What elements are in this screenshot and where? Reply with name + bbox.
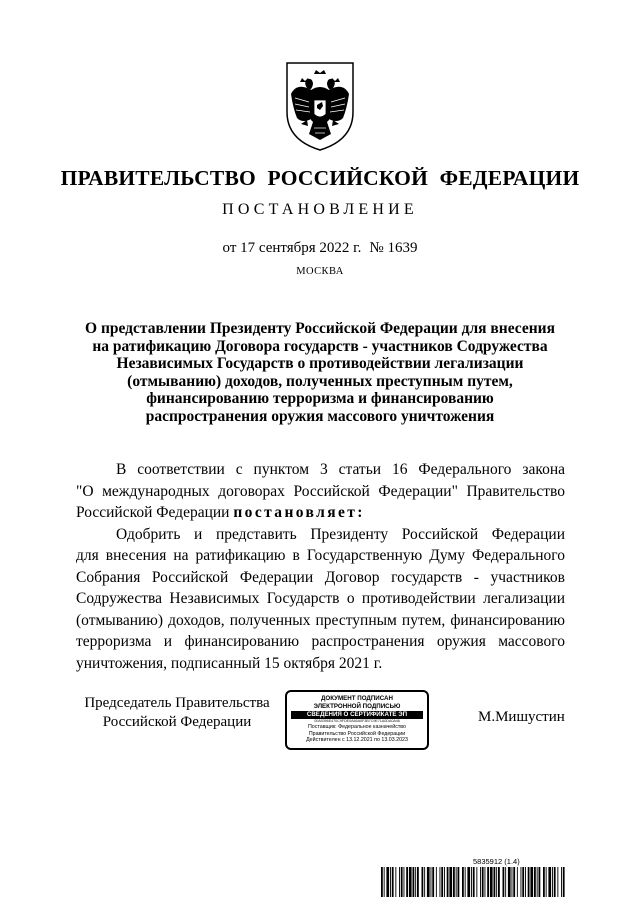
stamp-validity: Действителен с 13.12.2021 по 13.03.2023 (306, 737, 408, 743)
coat-of-arms-emblem (283, 60, 357, 152)
document-body (76, 459, 565, 674)
document-title (80, 320, 560, 426)
title-line: (отмыванию) доходов, полученных преступным путем, (127, 372, 513, 390)
signatory-position (77, 694, 277, 732)
document-type: ПОСТАНОВЛЕНИЕ (222, 201, 418, 218)
electronic-signature-stamp (285, 690, 429, 750)
stamp-serial: 00A5396E470C9FDE0A46A0F3B7C9E71A0DA0A46 (314, 719, 400, 723)
issuing-authority: ПРАВИТЕЛЬСТВО РОССИЙСКОЙ ФЕДЕРАЦИИ (60, 166, 580, 190)
title-line: О представлении Президенту Российской Федерации для внесения (85, 320, 555, 337)
stamp-owner: Правительство Российской Федерации (308, 730, 406, 737)
stamp-line: ЭЛЕКТРОННОЙ ПОДПИСЬЮ (313, 702, 401, 710)
stamp-certificate-header: СВЕДЕНИЯ О СЕРТИФИКАТЕ ЭП (291, 711, 423, 719)
title-line: на ратификацию Договора государств - участников Содружества (92, 337, 548, 355)
barcode-label: 5835912 (1.4) (473, 857, 520, 866)
position-line: Председатель Правительства (84, 695, 270, 711)
issue-city: МОСКВА (296, 266, 344, 277)
body-line: для внесения на ратификацию в Государственную Думу Федерального (76, 547, 565, 564)
title-line: Независимых Государств о противодействии легализации (116, 355, 524, 373)
resolution-verb: постановляет: (233, 504, 365, 521)
body-text: Российской Федерации (76, 504, 230, 521)
body-line: Содружества Независимых Государств о противодействии легализации (76, 590, 565, 607)
stamp-line: ДОКУМЕНТ ПОДПИСАН (321, 695, 393, 702)
body-line: уничтожения, подписанный 15 октября 2021 г. (76, 654, 383, 672)
date-number-line (0, 240, 640, 257)
title-line: финансированию терроризма и финансированию (146, 390, 494, 408)
body-line: (отмыванию) доходов, полученных преступным путем, финансированию (76, 611, 565, 629)
position-line: Российской Федерации (102, 714, 252, 730)
stamp-issuer: Поставщик: Федеральное казначейство (308, 724, 406, 730)
signatory-name: М.Мишустин (478, 709, 565, 725)
document-date: от 17 сентября 2022 г. (222, 240, 362, 256)
body-line: Собрания Российской Федерации Договор государств - участников (76, 568, 565, 586)
body-line: В соответствии с пунктом 3 статьи 16 Федерального закона (116, 461, 565, 478)
document-number: № 1639 (369, 240, 418, 256)
body-line: Одобрить и представить Президенту Российской Федерации (116, 525, 565, 543)
title-line: распространения оружия массового уничтожения (145, 407, 495, 425)
body-line: "О международных договорах Российской Федерации" Правительство (76, 482, 565, 500)
barcode (381, 867, 565, 897)
body-line: терроризма и финансированию распространения оружия массового (76, 633, 565, 650)
body-line (76, 502, 565, 524)
